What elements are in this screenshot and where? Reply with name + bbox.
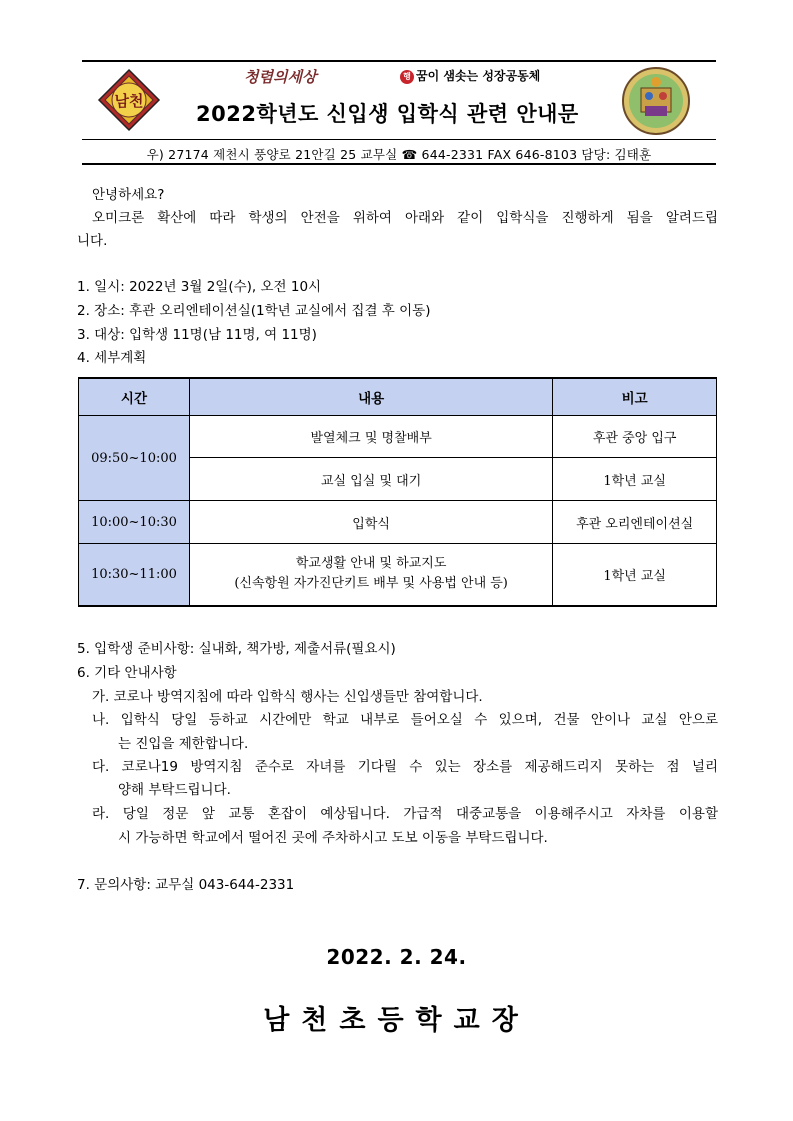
sub-na-line1: 나. 입학식 당일 등하교 시간에만 학교 내부로 들어오실 수 있으며, 건물 안이나 교실 안으로 [92,712,718,728]
document-date: 2022. 2. 24. [326,945,467,969]
slogan-badge-icon: 행 [400,70,414,84]
time-cell: 10:00~10:30 [79,501,190,544]
sub-ra-line2: 시 가능하면 학교에서 떨어진 곳에 주차하시고 도보 이동을 부탁드립니다. [118,830,548,846]
intro-body-line1: 오미크론 확산에 따라 학생의 안전을 위하여 아래와 같이 입학식을 진행하게 됨을 알려드립 [92,210,718,226]
schedule-table [78,377,717,607]
slogan-right: 꿈이 샘솟는 성장공동체 [416,69,541,83]
intro-body-line2: 니다. [77,233,108,249]
note-cell: 1학년 교실 [553,544,717,606]
sub-ga: 가. 코로나 방역지침에 따라 입학식 행사는 신입생들만 참여합니다. [92,689,483,705]
greeting: 안녕하세요? [92,187,165,203]
school-emblem-logo [97,68,161,132]
item-date: 1. 일시: 2022년 3월 2일(수), 오전 10시 [77,279,322,295]
note-cell: 후관 오리엔테이션실 [553,501,717,544]
address-line: 우) 27174 제천시 풍양로 21안길 25 교무실 ☎ 644-2331 FAX 646-8103 담당: 김태훈 [146,147,652,162]
header-content: 내용 [189,378,552,416]
item-other: 6. 기타 안내사항 [77,665,177,681]
sub-da-line1: 다. 코로나19 방역지침 준수로 자녀를 기다릴 수 있는 장소를 제공해드리지 못하는 점 널리 [92,759,718,775]
slogan-left: 청렴의세상 [244,68,317,86]
table-row [79,544,717,606]
note-cell: 후관 중앙 입구 [553,416,717,458]
table-header-row [79,378,717,416]
header-note: 비고 [553,378,717,416]
content-cell: 입학식 [189,501,552,544]
sub-na-line2: 는 진입을 제한합니다. [118,736,249,752]
school-mascot-illustration [621,66,691,136]
slogan-right-group [400,67,540,84]
table-row [79,416,717,458]
item-prepare: 5. 입학생 준비사항: 실내화, 책가방, 제출서류(필요시) [77,641,396,657]
content-cell: 교실 입실 및 대기 [189,458,552,501]
signer: 남천초등학교장 [263,1005,530,1036]
time-cell: 09:50~10:00 [79,416,190,501]
item-target: 3. 대상: 입학생 11명(남 11명, 여 11명) [77,327,317,343]
logo-left-text: 남천 [114,92,144,110]
content-line2: (신속항원 자가진단키트 배부 및 사용법 안내 등) [234,576,508,592]
content-cell [189,544,552,606]
header-bottom-rule [82,163,716,165]
header-top-rule [82,60,716,62]
content-cell: 발열체크 및 명찰배부 [189,416,552,458]
table-row [79,501,717,544]
sub-ra-line1: 라. 당일 정문 앞 교통 혼잡이 예상됩니다. 가급적 대중교통을 이용해주시고 자차를 이용할 [92,806,718,822]
header-time: 시간 [79,378,190,416]
page-title: 2022학년도 신입생 입학식 관련 안내문 [196,102,579,126]
note-cell: 1학년 교실 [553,458,717,501]
sub-da-line2: 양해 부탁드립니다. [118,782,231,798]
time-cell: 10:30~11:00 [79,544,190,606]
header-divider [82,139,716,140]
content-line1: 학교생활 안내 및 하교지도 [295,556,447,572]
item-contact: 7. 문의사항: 교무실 043-644-2331 [77,877,295,893]
item-place: 2. 장소: 후관 오리엔테이션실(1학년 교실에서 집결 후 이동) [77,303,431,319]
item-plan: 4. 세부계획 [77,350,147,366]
